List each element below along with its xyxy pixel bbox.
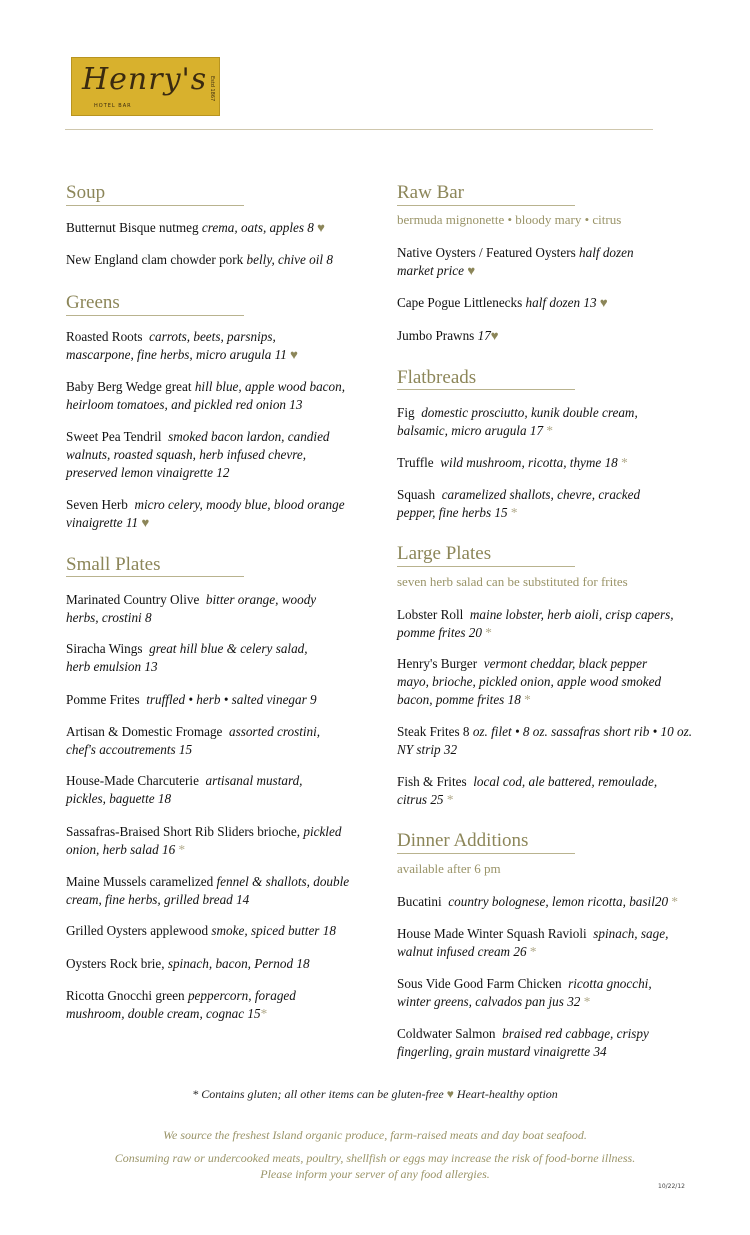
menu-item: Fig domestic prosciutto, kunik double cream, balsamic, micro arugula 17 * bbox=[397, 405, 638, 438]
menu-item: Artisan & Domestic Fromage assorted crostini, chef's accoutrements 15 bbox=[66, 724, 321, 757]
menu-item: Siracha Wings great hill blue & celery salad, herb emulsion 13 bbox=[66, 641, 308, 674]
section-subtitle: available after 6 pm bbox=[397, 861, 501, 876]
menu-item: Sous Vide Good Farm Chicken ricotta gnocchi, winter greens, calvados pan jus 32 * bbox=[397, 976, 652, 1009]
section-rule bbox=[397, 566, 575, 567]
section-subtitle: bermuda mignonette • bloody mary • citrus bbox=[397, 212, 622, 227]
section-rule bbox=[66, 576, 244, 577]
menu-item: Squash caramelized shallots, chevre, cracked pepper, fine herbs 15 * bbox=[397, 487, 641, 520]
logo-subtitle: HOTEL BAR bbox=[94, 103, 132, 109]
menu-item: Native Oysters / Featured Oysters half dozen market price ♥ bbox=[397, 245, 634, 278]
menu-date: 10/22/12 bbox=[658, 1183, 685, 1190]
menu-item: Henry's Burger vermont cheddar, black pepper mayo, brioche, pickled onion, apple wood smoked bacon, pomme frites 18 * bbox=[397, 656, 662, 707]
header-divider bbox=[65, 129, 653, 130]
sourcing-note: We source the freshest Island organic produce, farm-raised meats and day boat seafood. bbox=[163, 1128, 587, 1142]
menu-item: Bucatini country bolognese, lemon ricotta, basil20 * bbox=[397, 894, 678, 909]
logo-vertical-text: Estd 1867 bbox=[209, 76, 215, 102]
section-title-small-plates: Small Plates bbox=[66, 554, 161, 575]
menu-item: Lobster Roll maine lobster, herb aioli, crisp capers, pomme frites 20 * bbox=[397, 607, 674, 640]
section-title-flatbreads: Flatbreads bbox=[397, 367, 477, 388]
menu-item: Grilled Oysters applewood smoke, spiced butter 18 bbox=[66, 923, 336, 938]
menu-item: Seven Herb micro celery, moody blue, blood orange vinaigrette 11 ♥ bbox=[66, 497, 345, 530]
menu-item: Maine Mussels caramelized fennel & shallots, double cream, fine herbs, grilled bread 14 bbox=[66, 874, 350, 907]
menu-item: Coldwater Salmon braised red cabbage, crispy fingerling, grain mustard vinaigrette 34 bbox=[397, 1026, 649, 1059]
menu-item: Fish & Frites local cod, ale battered, remoulade, citrus 25 * bbox=[397, 774, 658, 807]
section-title-dinner-additions: Dinner Additions bbox=[397, 830, 529, 851]
menu-item: House-Made Charcuterie artisanal mustard, pickles, baguette 18 bbox=[66, 773, 303, 806]
menu-item: New England clam chowder pork belly, chive oil 8 bbox=[66, 252, 333, 267]
menu-item: Oysters Rock brie, spinach, bacon, Pernod 18 bbox=[66, 956, 310, 971]
menu-item: Marinated Country Olive bitter orange, woody herbs, crostini 8 bbox=[66, 592, 317, 625]
menu-item: Sassafras-Braised Short Rib Sliders brioche, pickled onion, herb salad 16 * bbox=[66, 824, 342, 857]
menu-item: Butternut Bisque nutmeg crema, oats, apples 8 ♥ bbox=[66, 220, 326, 235]
logo-script: Henry's bbox=[82, 62, 208, 97]
section-subtitle: seven herb salad can be substituted for frites bbox=[397, 574, 628, 589]
section-rule bbox=[397, 853, 575, 854]
menu-item: Steak Frites 8 oz. filet • 8 oz. sassafras short rib • 10 oz. NY strip 32 bbox=[397, 724, 692, 757]
menu-item: Jumbo Prawns 17♥ bbox=[397, 328, 499, 343]
section-title-soup: Soup bbox=[66, 182, 106, 203]
section-rule bbox=[397, 205, 575, 206]
menu-item: Roasted Roots carrots, beets, parsnips, mascarpone, fine herbs, micro arugula 11 ♥ bbox=[66, 329, 299, 362]
menu-item: Cape Pogue Littlenecks half dozen 13 ♥ bbox=[397, 295, 608, 310]
raw-food-warning: Consuming raw or undercooked meats, poultry, shellfish or eggs may increase the risk of food-borne illness. bbox=[114, 1151, 636, 1165]
gluten-note: * Contains gluten; all other items can be gluten-free bbox=[192, 1087, 444, 1101]
section-rule bbox=[66, 205, 244, 206]
menu-item: Pomme Frites truffled • herb • salted vinegar 9 bbox=[66, 692, 317, 707]
section-title-greens: Greens bbox=[66, 292, 120, 313]
allergen-legend bbox=[0, 1087, 750, 1102]
allergy-note: Please inform your server of any food allergies. bbox=[260, 1167, 490, 1181]
heart-icon: ♥ bbox=[446, 1087, 454, 1101]
henrys-logo bbox=[71, 57, 220, 116]
menu-item: Sweet Pea Tendril smoked bacon lardon, candied walnuts, roasted squash, herb infused chevre, preserved lemon vinaigrette 12 bbox=[66, 429, 330, 480]
section-rule bbox=[66, 315, 244, 316]
menu-item: Baby Berg Wedge great hill blue, apple wood bacon, heirloom tomatoes, and pickled red onion 13 bbox=[66, 379, 346, 412]
menu-item: House Made Winter Squash Ravioli spinach, sage, walnut infused cream 26 * bbox=[397, 926, 669, 959]
section-title-raw-bar: Raw Bar bbox=[397, 182, 465, 203]
menu-item: Ricotta Gnocchi green peppercorn, foraged mushroom, double cream, cognac 15* bbox=[66, 988, 296, 1021]
section-rule bbox=[397, 389, 575, 390]
heart-healthy-note: Heart-healthy option bbox=[456, 1087, 558, 1101]
menu-item: Truffle wild mushroom, ricotta, thyme 18 * bbox=[397, 455, 628, 470]
section-title-large-plates: Large Plates bbox=[397, 543, 492, 564]
